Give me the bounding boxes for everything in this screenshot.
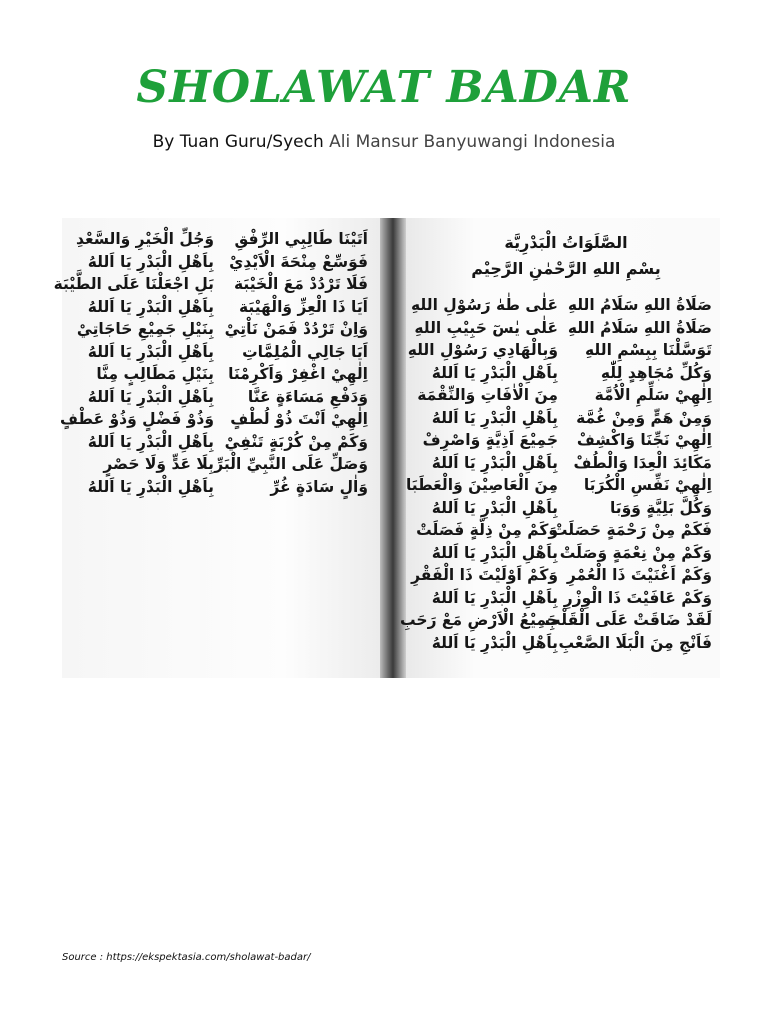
byline-prefix: By Tuan Guru/Syech [152, 132, 324, 152]
verse-line: فَوَسِّعْ مِنْحَةَ الْاَيْدِيْ [229, 252, 368, 271]
verse-line: وَاٰلٍ سَادَةٍ غُرِّ [270, 477, 368, 496]
verse-line: اَيَا جَالِي الْمُلِمَّاتِ [242, 342, 368, 361]
verse-line: بَلِ اجْعَلْنَا عَلَى الطَّيْبَة [53, 275, 214, 293]
verse-line: تَوَسَّلْنَا بِبِسْمِ اللهِ [585, 341, 712, 359]
verse-line: اِلٰهِيْ نَفِّسِ الْكُرَبَا [583, 476, 712, 494]
verse-line: وَكَمْ اَغْنَيْتَ ذَا الْعُمْرِ [566, 566, 712, 584]
verse-line: وَبِالْهَادِي رَسُوْلِ اللهِ [407, 341, 558, 359]
verse-line: بِاَهْلِ الْبَدْرِ يَا اَللهُ [431, 408, 558, 427]
verse-line: وَكُلَّ بَلِيَّةٍ وَوَبَا [609, 498, 712, 517]
verse-line: وَكُلِّ مُجَاهِدٍ لِلّٰهِ [600, 363, 712, 382]
verse-line: بِلَا عَدٍّ وَلَا حَصْرٍ [103, 455, 214, 473]
verse-line: عَلٰى يٰسٓ حَبِيْبِ اللهِ [414, 318, 558, 337]
verse-line: جَمِيْعُ الْاَرْضِ مَعْ رَحَبِ [400, 611, 558, 629]
verse-line: بِاَهْلِ الْبَدْرِ يَا اَللهُ [431, 453, 558, 472]
verse-line: بِاَهْلِ الْبَدْرِ يَا اَللهُ [87, 432, 214, 451]
right-page-column-a [544, 294, 712, 654]
verse-line: جَمِيْعَ اَذِيَّةٍ وَاصْرِفْ [422, 431, 558, 449]
left-page-column-b [53, 228, 214, 498]
heading-title: الصَّلَوَاتُ الْبَدْرِيَّة [504, 233, 628, 252]
author-byline [0, 132, 768, 152]
verse-line: مِنَ الْعَاصِيْنَ وَالْعَطَبَا [405, 476, 558, 494]
verse-line: بِاَهْلِ الْبَدْرِ يَا اَللهُ [431, 633, 558, 652]
scanned-book-image [53, 218, 720, 678]
basmala: بِسْمِ اللهِ الرَّحْمٰنِ الرَّحِيْم [471, 259, 661, 278]
verse-line: صَلَاةُ اللهِ سَلَامُ اللهِ [567, 318, 712, 337]
verse-line: وَكَمْ مِنْ ذِلَّةٍ فَصَلَتْ [416, 521, 558, 539]
verse-line: بِاَهْلِ الْبَدْرِ يَا اَللهُ [87, 297, 214, 316]
verse-line: فَكَمْ مِنْ رَحْمَةٍ حَصَلَتْ [551, 521, 712, 539]
verse-line: وَذُوْ فَضْلٍ وَذُوْ عَطْفٍ [59, 410, 214, 428]
verse-line: فَاَنْجِ مِنَ الْبَلَا الصَّعْبِ [558, 633, 712, 652]
page-heading [446, 230, 686, 282]
verse-line: اِلٰهِيْ اغْفِرْ وَاَكْرِمْنَا [228, 365, 368, 383]
verse-line: وَكَمْ عَافَيْتَ ذَا الْوِزْرِ [563, 588, 712, 607]
verse-line: بِاَهْلِ الْبَدْرِ يَا اَللهُ [431, 588, 558, 607]
right-page-column-b [400, 294, 558, 654]
verse-line: وَكَمْ اَوْلَيْتَ ذَا الْفَقْرِ [411, 566, 558, 584]
verse-line: بِنَيْلِ مَطَالِبٍ مِنَّا [96, 365, 214, 383]
right-book-page [400, 218, 720, 678]
verse-line: لَقَدْ ضَاقَتْ عَلَى الْقَلْبِ [544, 611, 712, 629]
verse-line: بِاَهْلِ الْبَدْرِ يَا اَللهُ [431, 543, 558, 562]
verse-line: وَاِنْ تَرْدُدْ فَمَنْ نَاْتِيْ [224, 320, 368, 338]
verse-line: فَلَا تَرْدُدْ مَعَ الْخَيْبَة [233, 275, 368, 293]
source-citation: Source : https://ekspektasia.com/sholawat-badar/ [62, 952, 311, 963]
left-book-page [53, 218, 380, 678]
verse-line: وَمِنْ هَمٍّ وَمِنْ غُمَّة [576, 408, 712, 427]
left-page-column-a [214, 228, 368, 498]
byline-name: Ali Mansur Banyuwangi Indonesia [329, 132, 616, 152]
verse-line: بِاَهْلِ الْبَدْرِ يَا اَللهُ [431, 363, 558, 382]
verse-line: وَكَمْ مِنْ نِعْمَةٍ وَصَلَتْ [559, 543, 712, 562]
verse-line: وَكَمْ مِنْ كُرْبَةٍ تَنْفِيْ [224, 432, 368, 451]
verse-line: اِلٰهِيْ اَنْتَ ذُوْ لُطْفٍ [230, 410, 368, 428]
document-title: SHOLAWAT BADAR [136, 62, 632, 113]
verse-line: اِلٰهِيْ نَجِّنَا وَاكْشِفْ [576, 431, 712, 449]
verse-line: مِنَ الْاٰفَاتِ وَالنِّقْمَة [417, 386, 558, 404]
verse-line: بِاَهْلِ الْبَدْرِ يَا اَللهُ [87, 252, 214, 271]
verse-line: بِاَهْلِ الْبَدْرِ يَا اَللهُ [87, 477, 214, 496]
verse-line: بِاَهْلِ الْبَدْرِ يَا اَللهُ [87, 387, 214, 406]
verse-line: عَلٰى طٰهٰ رَسُوْلِ اللهِ [411, 296, 558, 314]
verse-line: وَصَلِّ عَلَى النَّبِيِّ الْبَرِّ [214, 455, 368, 473]
verse-line: بِنَيْلِ جَمِيْعِ حَاجَاتِيْ [76, 320, 214, 338]
verse-line: وَدَفْعِ مَسَاءَةٍ عَنَّا [247, 387, 368, 406]
verse-line: اَيَا ذَا الْعِزِّ وَالْهَيْبَة [239, 297, 368, 316]
verse-line: بِاَهْلِ الْبَدْرِ يَا اَللهُ [431, 498, 558, 517]
verse-line: وَجُلِّ الْخَيْرِ وَالسَّعْدِ [76, 230, 214, 248]
verse-line: مَكَائِدَ الْعِدَا وَالْطُفْ [573, 453, 712, 472]
verse-line: اِلٰهِيْ سَلِّمِ الْاُمَّة [594, 386, 712, 404]
verse-line: اَتَيْنَا طَالِبِي الرِّفْقِ [234, 230, 368, 248]
verse-line: صَلَاةُ اللهِ سَلَامُ اللهِ [567, 296, 712, 314]
verse-line: بِاَهْلِ الْبَدْرِ يَا اَللهُ [87, 342, 214, 361]
